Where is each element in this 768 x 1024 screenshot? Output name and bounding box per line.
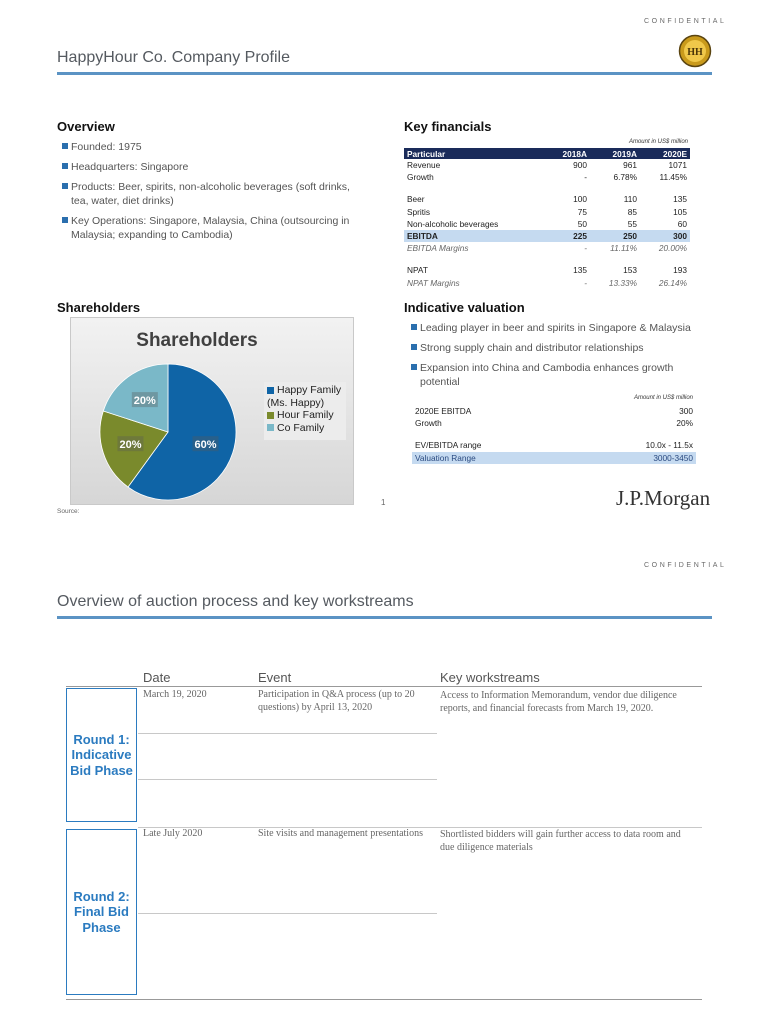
round1-label: Round 1: Indicative Bid Phase xyxy=(70,731,133,778)
pie-label-text: 60% xyxy=(194,439,217,452)
table-cell: 193 xyxy=(673,265,687,276)
round1-label-box xyxy=(66,688,137,822)
table-cell: EBITDA Margins xyxy=(407,243,469,254)
title-rule xyxy=(57,616,712,619)
valuation-list xyxy=(411,321,711,395)
financials-unit-note: Amount in US$ million xyxy=(628,139,688,145)
table-cell: Beer xyxy=(407,194,425,205)
overview-item: Founded: 1975 xyxy=(62,140,362,154)
overview-list xyxy=(62,140,362,248)
chart-legend xyxy=(264,382,346,440)
round2-workstreams: Shortlisted bidders will gain further access to data room and due diligence materials xyxy=(440,829,681,853)
table-cell: NPAT xyxy=(407,265,428,276)
table-row xyxy=(404,264,690,276)
overview-item: Products: Beer, spirits, non-alcoholic beverages (soft drinks, tea, water, diet drinks) xyxy=(62,180,362,208)
legend-item xyxy=(267,422,343,435)
col-header-date: Date xyxy=(143,670,171,685)
table-cell: 75 xyxy=(577,206,587,217)
valuation-item: Expansion into China and Cambodia enhances growth potential xyxy=(411,361,711,389)
header-cell: 2019A xyxy=(590,148,640,159)
table-cell: 250 xyxy=(590,230,640,242)
table-cell: 11.45% xyxy=(659,172,687,183)
table-cell: 13.33% xyxy=(608,277,637,288)
legend-item xyxy=(267,384,343,409)
pie-label-text: 20% xyxy=(133,395,156,408)
spacer-row xyxy=(412,429,696,439)
table-cell: 225 xyxy=(540,230,590,242)
round1-event: Participation in Q&A process (up to 20 questions) by April 13, 2020 xyxy=(258,689,415,713)
table-cell: 60 xyxy=(677,218,687,229)
legend-item xyxy=(267,409,343,422)
row-divider xyxy=(138,733,437,734)
table-cell: Revenue xyxy=(407,160,441,171)
row-divider xyxy=(138,779,437,780)
col-header-workstreams: Key workstreams xyxy=(440,670,540,685)
table-cell: 300 xyxy=(679,406,693,417)
table-cell: 20% xyxy=(676,418,693,429)
pie-data-label xyxy=(117,436,143,451)
legend-swatch xyxy=(267,412,274,419)
table-cell: Growth xyxy=(407,172,434,183)
legend-label: Co Family xyxy=(277,421,325,434)
legend-swatch xyxy=(267,387,274,394)
table-cell: - xyxy=(584,277,587,288)
key-financials-heading: Key financials xyxy=(404,119,492,134)
logo-text: HH xyxy=(687,47,703,58)
header-cell: Particular xyxy=(404,148,540,159)
jpmorgan-logo: J.P.Morgan xyxy=(616,486,711,510)
table-cell: 85 xyxy=(627,206,637,217)
table-cell: EBITDA xyxy=(404,230,540,242)
table-row xyxy=(404,242,690,254)
table-row xyxy=(404,159,690,171)
table-cell: 1071 xyxy=(668,160,687,171)
confidential-label: CONFIDENTIAL xyxy=(644,562,727,569)
table-cell: Non-alcoholic beverages xyxy=(407,218,499,229)
table-cell: Valuation Range xyxy=(412,452,572,464)
table-cell: 153 xyxy=(623,265,637,276)
round1-workstreams: Access to Information Memorandum, vendor due diligence reports, and financial forecasts from March 19, 2020. xyxy=(440,690,677,714)
pie-label-text: 20% xyxy=(119,439,142,452)
table-row xyxy=(404,206,690,218)
legend-swatch xyxy=(267,424,274,431)
overview-heading: Overview xyxy=(57,119,115,134)
financials-table xyxy=(404,148,690,289)
valuation-unit-note: Amount in US$ million xyxy=(633,395,693,401)
table-cell: 961 xyxy=(623,160,637,171)
overview-item: Key Operations: Singapore, Malaysia, China (outsourcing in Malaysia; expanding to Cambodia) xyxy=(62,214,362,242)
table-cell: 3000-3450 xyxy=(572,452,696,464)
pie-data-label xyxy=(132,392,158,407)
table-row xyxy=(412,417,696,429)
col-header-event: Event xyxy=(258,670,292,685)
spacer-row xyxy=(404,183,690,193)
table-cell: - xyxy=(584,243,587,254)
table-cell: 135 xyxy=(673,194,687,205)
table-cell: 100 xyxy=(573,194,587,205)
slide2-title: Overview of auction process and key workstreams xyxy=(57,593,414,610)
pie-data-label xyxy=(193,436,219,451)
legend-label: Happy Family (Ms. Happy) xyxy=(267,384,342,409)
happyhour-logo xyxy=(678,34,712,68)
round2-event: Site visits and management presentations xyxy=(258,828,423,839)
table-row xyxy=(404,171,690,183)
table-cell: 110 xyxy=(623,194,637,205)
round2-date: Late July 2020 xyxy=(143,828,203,839)
title-rule xyxy=(57,72,712,75)
table-cell: 50 xyxy=(577,218,587,229)
table-row xyxy=(404,218,690,230)
table-cell: Spritis xyxy=(407,206,431,217)
page-number: 1 xyxy=(381,498,386,507)
table-cell: 10.0x - 11.5x xyxy=(645,440,693,451)
table-cell: 11.11% xyxy=(610,243,637,254)
table-row-highlight xyxy=(412,452,696,464)
table-cell: Growth xyxy=(415,418,442,429)
table-cell: 6.78% xyxy=(613,172,637,183)
table-bottom-rule xyxy=(66,999,702,1000)
round2-label-box xyxy=(66,829,137,995)
table-cell: NPAT Margins xyxy=(407,277,460,288)
table-row xyxy=(412,439,696,451)
table-cell: 105 xyxy=(673,206,687,217)
valuation-item: Strong supply chain and distributor relationships xyxy=(411,341,711,355)
table-row xyxy=(404,193,690,205)
header-cell: 2018A xyxy=(540,148,590,159)
valuation-table xyxy=(412,405,696,464)
valuation-heading: Indicative valuation xyxy=(404,300,525,315)
table-cell: 20.00% xyxy=(658,243,687,254)
round1-date: March 19, 2020 xyxy=(143,689,207,700)
table-cell: - xyxy=(584,172,587,183)
table-cell: 135 xyxy=(573,265,587,276)
table-cell: 55 xyxy=(627,218,637,229)
header-cell: 2020E xyxy=(640,148,690,159)
spacer-row xyxy=(404,254,690,264)
round2-label: Round 2: Final Bid Phase xyxy=(73,888,130,935)
confidential-label: CONFIDENTIAL xyxy=(644,18,727,25)
table-cell: EV/EBITDA range xyxy=(415,440,482,451)
table-row-highlight xyxy=(404,230,690,242)
table-cell: 900 xyxy=(573,160,587,171)
source-note: Source: xyxy=(57,508,80,515)
shareholders-chart xyxy=(70,317,354,505)
table-row xyxy=(412,405,696,417)
valuation-item: Leading player in beer and spirits in Singapore & Malaysia xyxy=(411,321,711,335)
row-divider xyxy=(138,913,437,914)
overview-item: Headquarters: Singapore xyxy=(62,160,362,174)
financials-header-row xyxy=(404,148,690,159)
table-cell: 26.14% xyxy=(658,277,687,288)
chart-title: Shareholders xyxy=(136,330,258,351)
table-cell: 300 xyxy=(640,230,690,242)
legend-label: Hour Family xyxy=(277,409,334,421)
table-row xyxy=(404,277,690,289)
shareholders-heading: Shareholders xyxy=(57,300,141,315)
slide1-title: HappyHour Co. Company Profile xyxy=(57,49,290,66)
table-cell: 2020E EBITDA xyxy=(415,406,472,417)
header-divider xyxy=(66,686,702,687)
